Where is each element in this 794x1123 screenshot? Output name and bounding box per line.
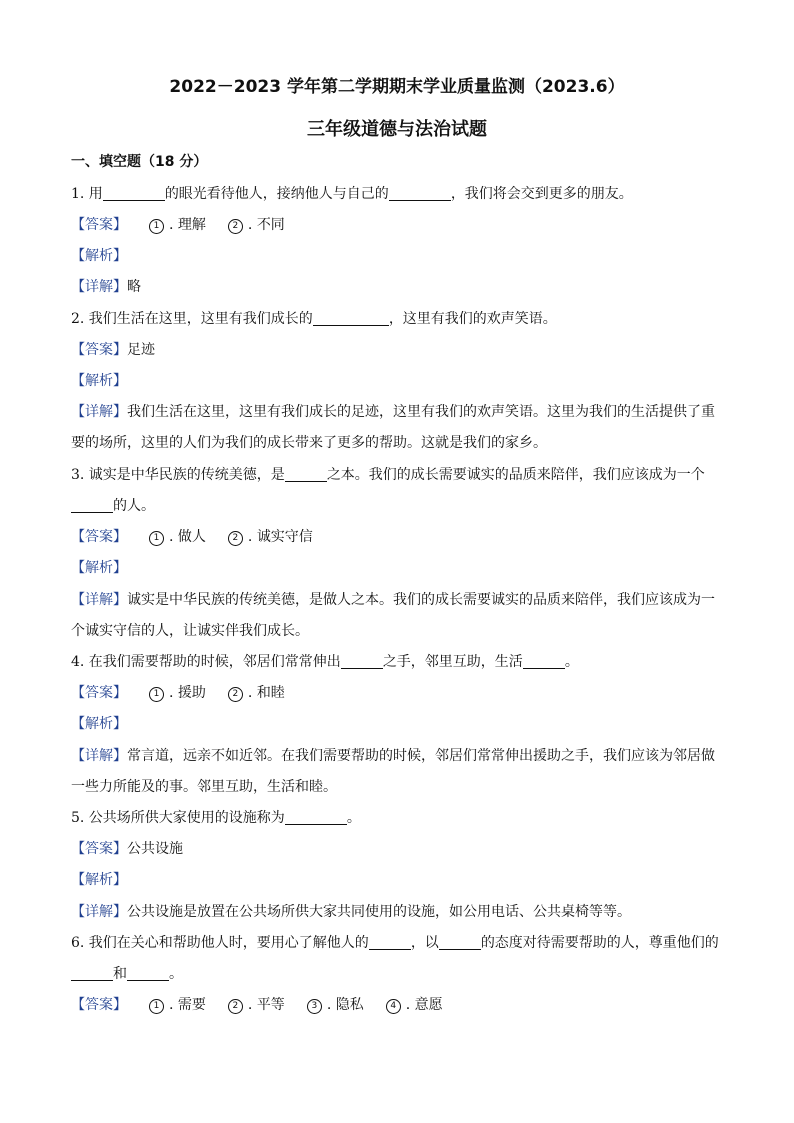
circled-number-icon: 2	[228, 219, 243, 234]
detail-3: 【详解】诚实是中华民族的传统美德，是做人之本。我们的成长需要诚实的品质来陪伴，我们应该成为一	[71, 592, 715, 608]
answer-blank	[389, 186, 451, 201]
answer-4: 【答案】 1 . 援助 2 . 和睦	[71, 685, 285, 701]
circled-number-icon: 2	[228, 531, 243, 546]
question-3-cont: 的人。	[71, 495, 731, 515]
detail-4: 【详解】常言道，远亲不如近邻。在我们需要帮助的时候，邻居们常常伸出援助之手，我们应该为邻居做	[71, 748, 715, 764]
question-6: 6. 我们在关心和帮助他人时，要用心了解他人的 ，以 的态度对待需要帮助的人，尊重他们的	[71, 935, 719, 951]
detail-5: 【详解】公共设施是放置在公共场所供大家共同使用的设施，如公用电话、公共桌椅等等。	[71, 904, 631, 920]
answer-blank	[341, 654, 383, 669]
answer-blank	[369, 935, 411, 950]
detail-4-cont: 一些力所能及的事。邻里互助，生活和睦。	[71, 779, 337, 795]
detail-2: 【详解】我们生活在这里，这里有我们成长的足迹，这里有我们的欢声笑语。这里为我们的生活提供了重	[71, 404, 715, 420]
answer-blank	[285, 810, 347, 825]
question-4: 4. 在我们需要帮助的时候，邻居们常常伸出 之手，邻里互助，生活 。	[71, 654, 579, 670]
question-1: 1. 用 的眼光看待他人，接纳他人与自己的 ，我们将会交到更多的朋友。	[71, 186, 633, 202]
circled-number-icon: 4	[386, 999, 401, 1014]
section-heading: 一、填空题（18 分）	[71, 154, 208, 170]
analysis-2: 【解析】	[71, 373, 127, 389]
detail-2-cont: 要的场所，这里的人们为我们的成长带来了更多的帮助。这就是我们的家乡。	[71, 435, 547, 451]
circled-number-icon: 1	[149, 531, 164, 546]
answer-6: 【答案】 1 . 需要 2 . 平等 3 . 隐私 4 . 意愿	[71, 997, 443, 1013]
answer-blank	[71, 498, 113, 513]
answer-blank	[127, 966, 169, 981]
page-title: 2022－2023 学年第二学期期末学业质量监测（2023.6）	[169, 77, 625, 97]
analysis-5: 【解析】	[71, 872, 127, 888]
question-6-cont: 和 。	[71, 963, 731, 983]
circled-number-icon: 1	[149, 219, 164, 234]
analysis-3: 【解析】	[71, 560, 127, 576]
circled-number-icon: 2	[228, 999, 243, 1014]
question-5: 5. 公共场所供大家使用的设施称为 。	[71, 810, 361, 826]
answer-1: 【答案】 1 . 理解 2 . 不同	[71, 217, 285, 233]
answer-blank	[313, 311, 389, 326]
detail-3-cont: 个诚实守信的人，让诚实伴我们成长。	[71, 623, 309, 639]
answer-3: 【答案】 1 . 做人 2 . 诚实守信	[71, 529, 313, 545]
detail-1: 【详解】略	[71, 279, 141, 295]
question-3: 3. 诚实是中华民族的传统美德，是 之本。我们的成长需要诚实的品质来陪伴，我们应该成为一个	[71, 467, 705, 483]
answer-5: 【答案】公共设施	[71, 841, 183, 857]
circled-number-icon: 1	[149, 687, 164, 702]
answer-blank	[523, 654, 565, 669]
question-2: 2. 我们生活在这里，这里有我们成长的 ，这里有我们的欢声笑语。	[71, 311, 557, 327]
circled-number-icon: 1	[149, 999, 164, 1014]
answer-blank	[285, 467, 327, 482]
analysis-1: 【解析】	[71, 248, 127, 264]
answer-blank	[103, 186, 165, 201]
answer-2: 【答案】足迹	[71, 342, 155, 358]
answer-blank	[439, 935, 481, 950]
circled-number-icon: 3	[307, 999, 322, 1014]
page-subtitle: 三年级道德与法治试题	[307, 119, 487, 140]
circled-number-icon: 2	[228, 687, 243, 702]
analysis-4: 【解析】	[71, 716, 127, 732]
answer-blank	[71, 966, 113, 981]
